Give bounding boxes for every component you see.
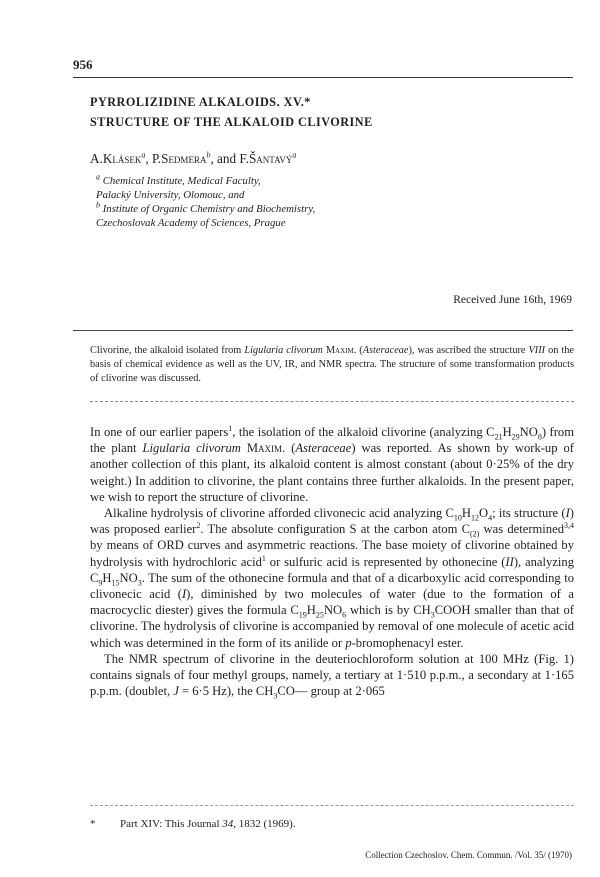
body-text — [90, 424, 574, 699]
journal-reference: Collection Czechoslov. Chem. Commun. /Vol. 35/ (1970) — [365, 850, 572, 860]
affiliation-line: Palacký University, Olomouc, and — [96, 189, 245, 201]
affiliation-line — [96, 202, 315, 216]
title-line-1: PYRROLIZIDINE ALKALOIDS. XV.* — [90, 95, 311, 109]
author-klasek: A.Klásek — [90, 151, 142, 166]
affiliation-text: Chemical Institute, Medical Faculty, — [100, 175, 261, 187]
footnote: * Part XIV: This Journal 34, 1832 (1969). — [90, 818, 296, 830]
author-sedmera: P.Sedmera — [151, 151, 207, 166]
paragraph-1: In one of our earlier papers$^1$, the isolation of the alkaloid clivorine (analyzing $C_{21}H_{29}NO_8$) from the plant Ligularia clivorum Maxim. (Asteraceae) was reported. As shown by work-up of another collection of this plant, its alkaloid content is almost constant (about 0·25% of the dry weight.) In addition to clivorine, the plant contains three further alkaloids. In the present paper, we wish to report the structure of clivorine. — [90, 423, 575, 504]
authors — [90, 151, 296, 167]
affiliation-mark: b — [96, 200, 100, 210]
author-separator: , — [145, 151, 152, 166]
author-separator: , and — [210, 151, 240, 166]
header-rule — [73, 77, 573, 78]
affiliation-line — [96, 174, 261, 188]
abstract-top-rule — [73, 330, 573, 331]
author-sup: a — [292, 150, 297, 160]
affiliation-line: Czechoslovak Academy of Sciences, Prague — [96, 217, 286, 229]
title-line-2: STRUCTURE OF THE ALKALOID CLIVORINE — [90, 115, 373, 129]
received-date: Received June 16th, 1969 — [453, 294, 572, 306]
affiliation-mark: a — [96, 172, 100, 182]
abstract-bottom-rule — [90, 401, 574, 402]
footnote-mark: * — [90, 818, 96, 830]
affiliation-text: Institute of Organic Chemistry and Biochemistry, — [100, 203, 316, 215]
author-sup: a — [141, 150, 146, 160]
paragraph-3: The NMR spectrum of clivorine in the deuteriochloroform solution at 100 MHz (Fig. 1) contains signals of four methyl groups, namely, a tertiary at 1·510 p.p.m., a secondary at 1·165 p.p.m. (doublet, J = 6·5 Hz), the $CH_3CO—$ group at 2·065 — [90, 651, 574, 701]
abstract: Clivorine, the alkaloid isolated from Ligularia clivorum Maxim. (Asteraceae), was ascribed the structure VIII on the basis of chemical evidence as well as the UV, IR, and NMR spectra. The structure of some transformation products of clivorine was discussed. — [90, 345, 574, 384]
footnote-rule — [90, 805, 574, 806]
author-sup: b — [206, 150, 211, 160]
author-santavy: F.Šantavý — [239, 151, 293, 166]
page-number: 956 — [73, 57, 93, 72]
paragraph-2: Alkaline hydrolysis of clivorine afforded clivonecic acid analyzing $C_{10}H_{12}O_4$; its structure (I) was proposed earlier$^2$. The absolute configuration S at the carbon atom $C_{(2)}$ was determined$^{3,4}$ by means of ORD curves and asymmetric reactions. The base moiety of clivorine obtained by hydrolysis with hydrochloric acid$^1$ or sulfuric acid is represented by othonecine (II), analyzing $C_9H_{15}NO_3$. The sum of the othonecine formula and that of a dicarboxylic acid corresponding to clivonecic acid (I), diminished by two molecules of water (due to the formation of a macrocyclic diester) gives the formula $C_{19}H_{25}NO_6$ which is by $CH_3COOH$ smaller than that of clivorine. The hydrolysis of clivorine is accompanied by removal of one molecule of acetic acid which was determined in the form of its anilide or p-bromophenacyl ester. — [90, 506, 574, 650]
